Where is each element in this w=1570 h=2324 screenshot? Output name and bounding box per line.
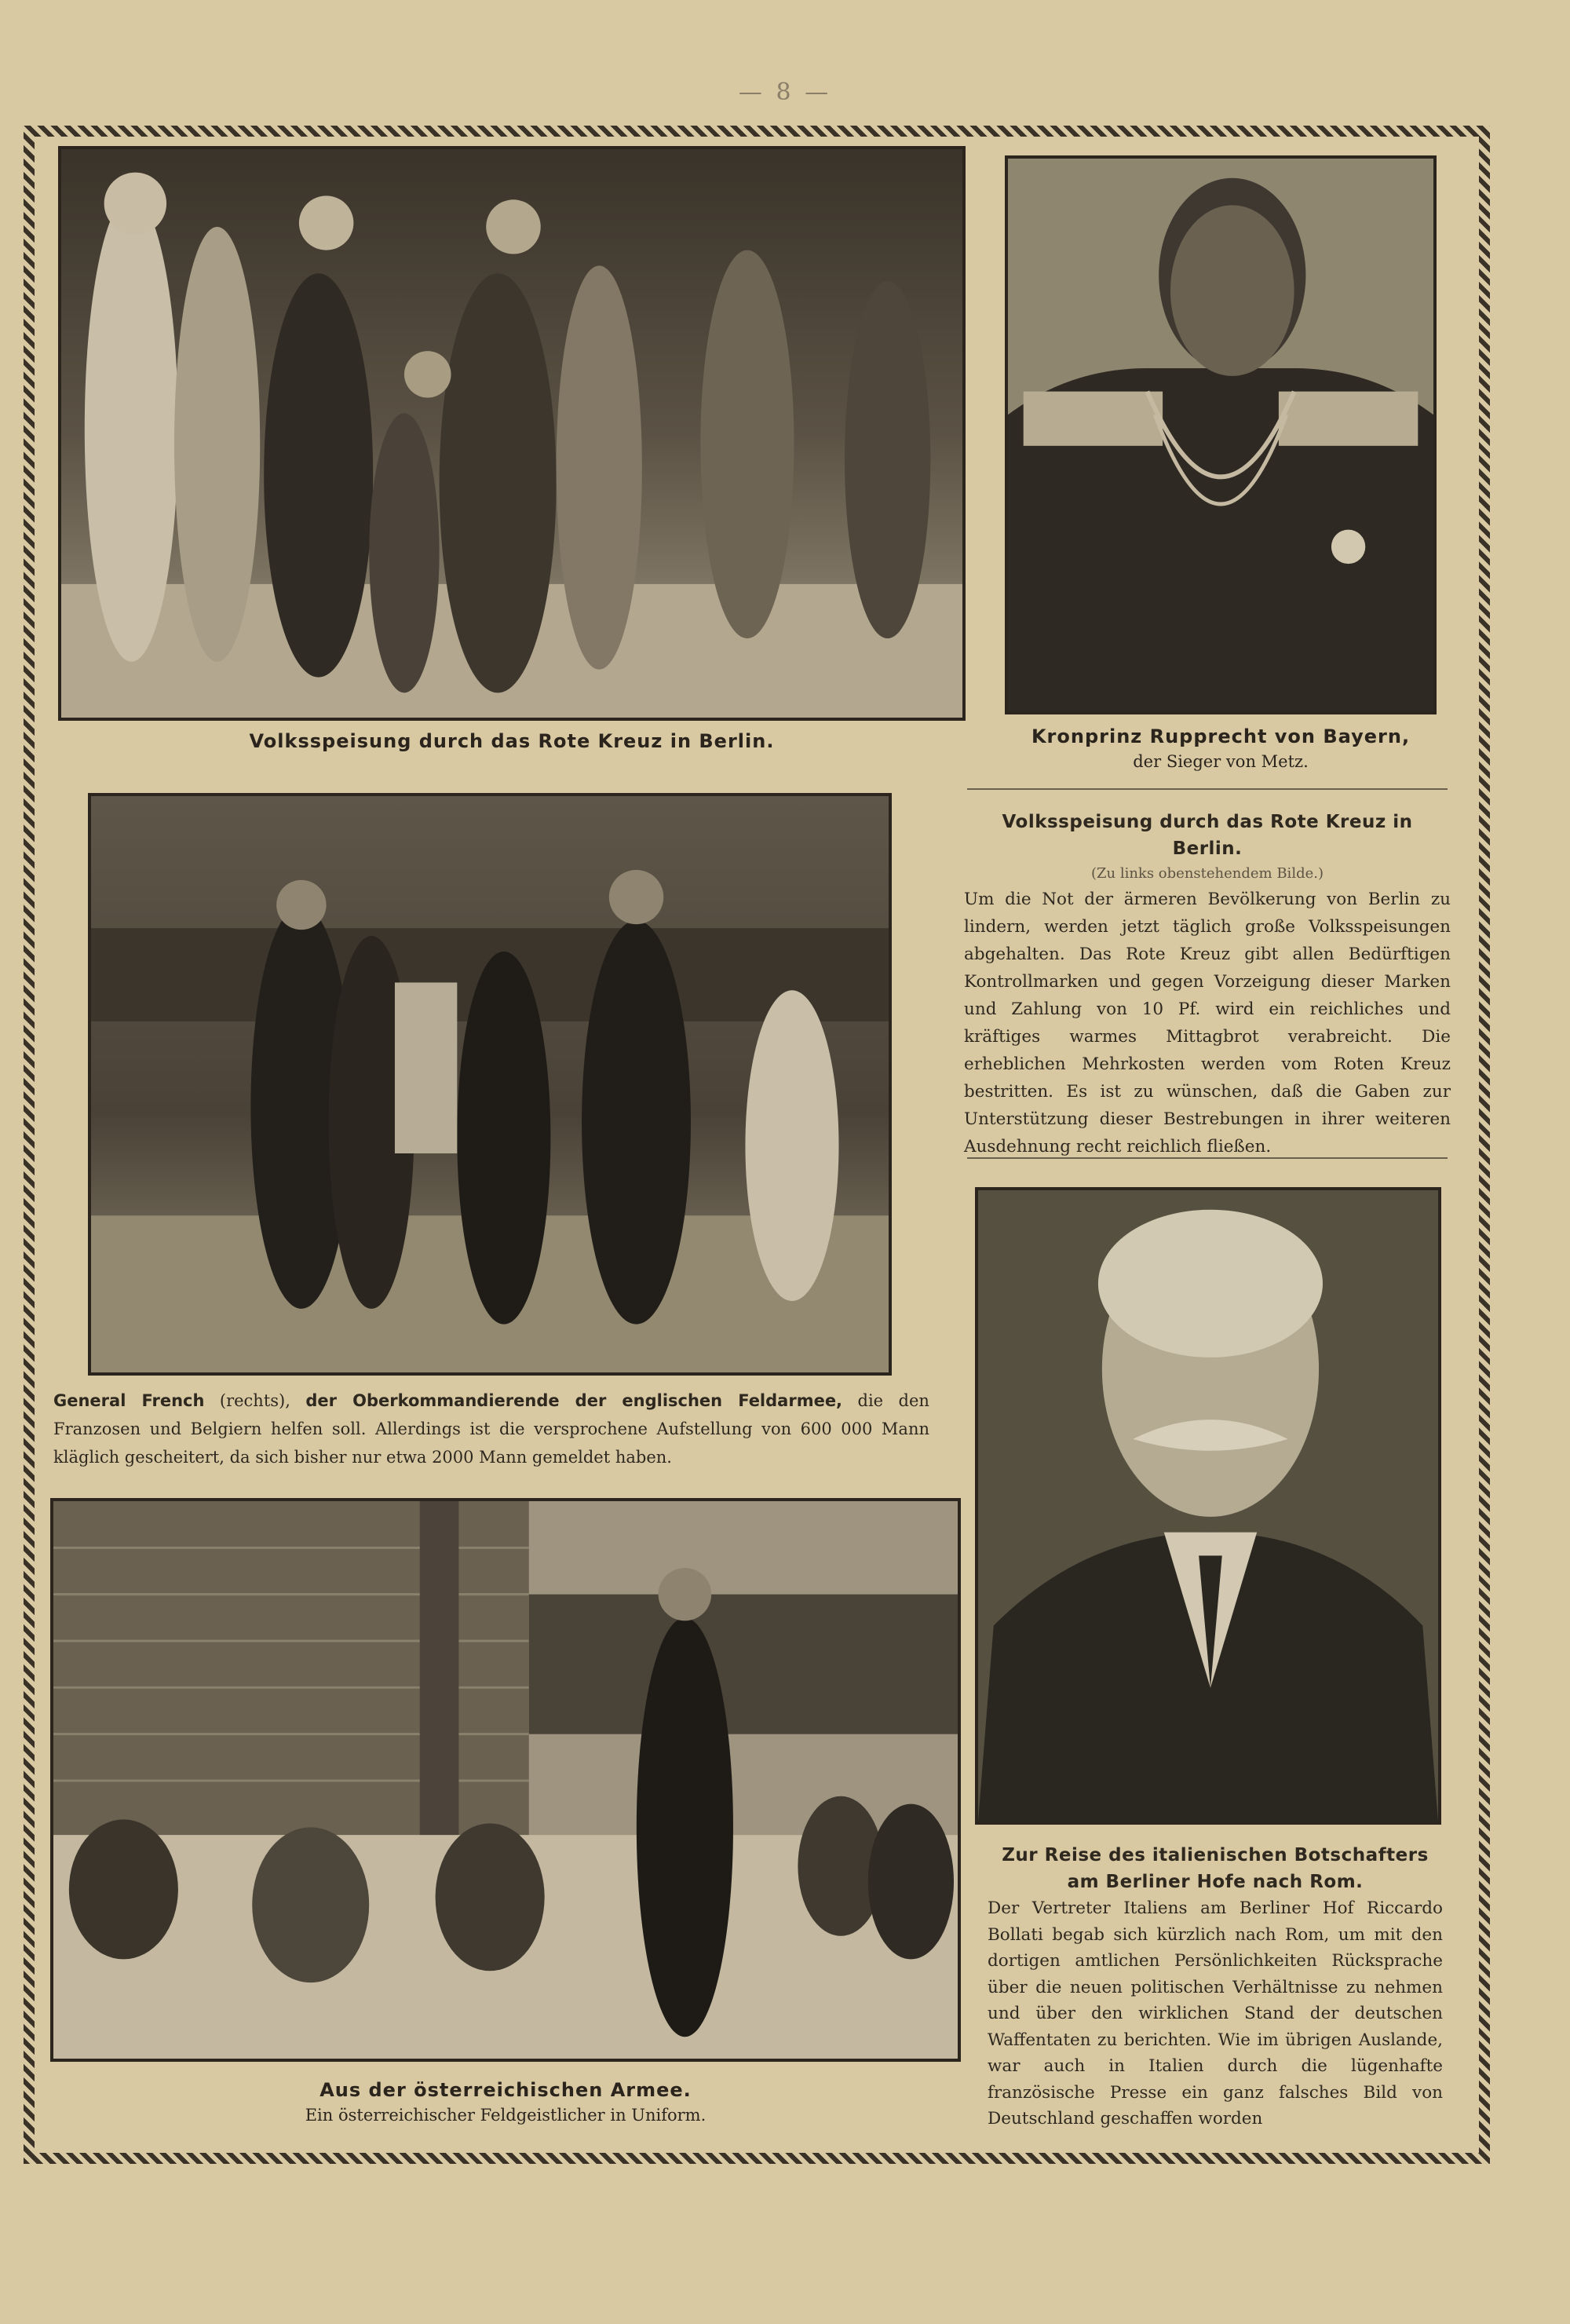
article-volksspeisung [964, 809, 1451, 1160]
article-subheading: (Zu links obenstehendem Bilde.) [1090, 865, 1324, 882]
caption-paren: (rechts), [219, 1391, 290, 1410]
photo-rupprecht-caption [997, 725, 1444, 771]
page-number: — 8 — [738, 79, 832, 106]
caption-title: der Oberkommandierende der englischen Feldarmee, [305, 1391, 843, 1410]
caption-title: Kronprinz Rupprecht von Bayern, [1031, 725, 1411, 747]
photo-general-french-caption [53, 1387, 929, 1471]
photo-austrian-army [50, 1498, 961, 2062]
caption-title: Aus der österreichischen Armee. [319, 2079, 692, 2101]
photo-bollati [975, 1187, 1441, 1825]
caption-subtitle: Ein österreichischer Feldgeistlicher in Uniform. [305, 2106, 706, 2125]
article-botschafter [988, 1842, 1443, 2132]
caption-subtitle: der Sieger von Metz. [1133, 752, 1309, 771]
photo-soup-kitchen-caption [58, 730, 966, 752]
divider [967, 1157, 1448, 1159]
photo-soup-kitchen [58, 146, 966, 721]
article-heading: Volksspeisung durch das Rote Kreuz in Berlin. [1002, 812, 1413, 859]
photo-general-french [88, 793, 892, 1376]
divider [967, 788, 1448, 790]
article-body: Der Vertreter Italiens am Berliner Hof Riccardo Bollati begab sich kürzlich nach Rom, um mit den dortigen amtlichen Persönlichkeiten Rücksprache über die neuen politischen Verhältnisse zu nehmen und über den wirklichen Stand der deutschen Waffentaten zu berichten. Wie im übrigen Auslande, war auch in Italien durch die lügenhafte französische Presse ein ganz falsches Bild von Deutschland geschaffen worden [988, 1898, 1443, 2129]
article-body: Um die Not der ärmeren Bevölkerung von Berlin zu lindern, werden jetzt täglich große Volksspeisungen abgehalten. Das Rote Kreuz gibt allen Bedürftigen Kontrollmarken und gegen Vorzeigung dieser Marken und Zahlung von 10 Pf. wird ein reichliches und kräftiges warmes Mittagbrot verabreicht. Die erheblichen Mehrkosten werden vom Roten Kreuz bestritten. Es ist zu wünschen, daß die Gaben zur Unterstützung dieser Bestrebungen in ihrer weiteren Ausdehnung recht reichlich fließen. [964, 890, 1451, 1157]
article-heading: Zur Reise des italienischen Botschafters am Berliner Hofe nach Rom. [1002, 1845, 1429, 1892]
photo-rupprecht [1005, 155, 1437, 714]
caption-name: General French [53, 1391, 205, 1410]
photo-austrian-army-caption [50, 2079, 961, 2125]
caption-title: Volksspeisung durch das Rote Kreuz in Berlin. [249, 730, 775, 752]
caption-text: die den Franzosen und Belgiern helfen soll. Allerdings ist die versprochene Aufstellung von 600 000 Mann kläglich gescheitert, da sich bisher nur etwa 2000 Mann gemeldet haben. [53, 1391, 929, 1467]
